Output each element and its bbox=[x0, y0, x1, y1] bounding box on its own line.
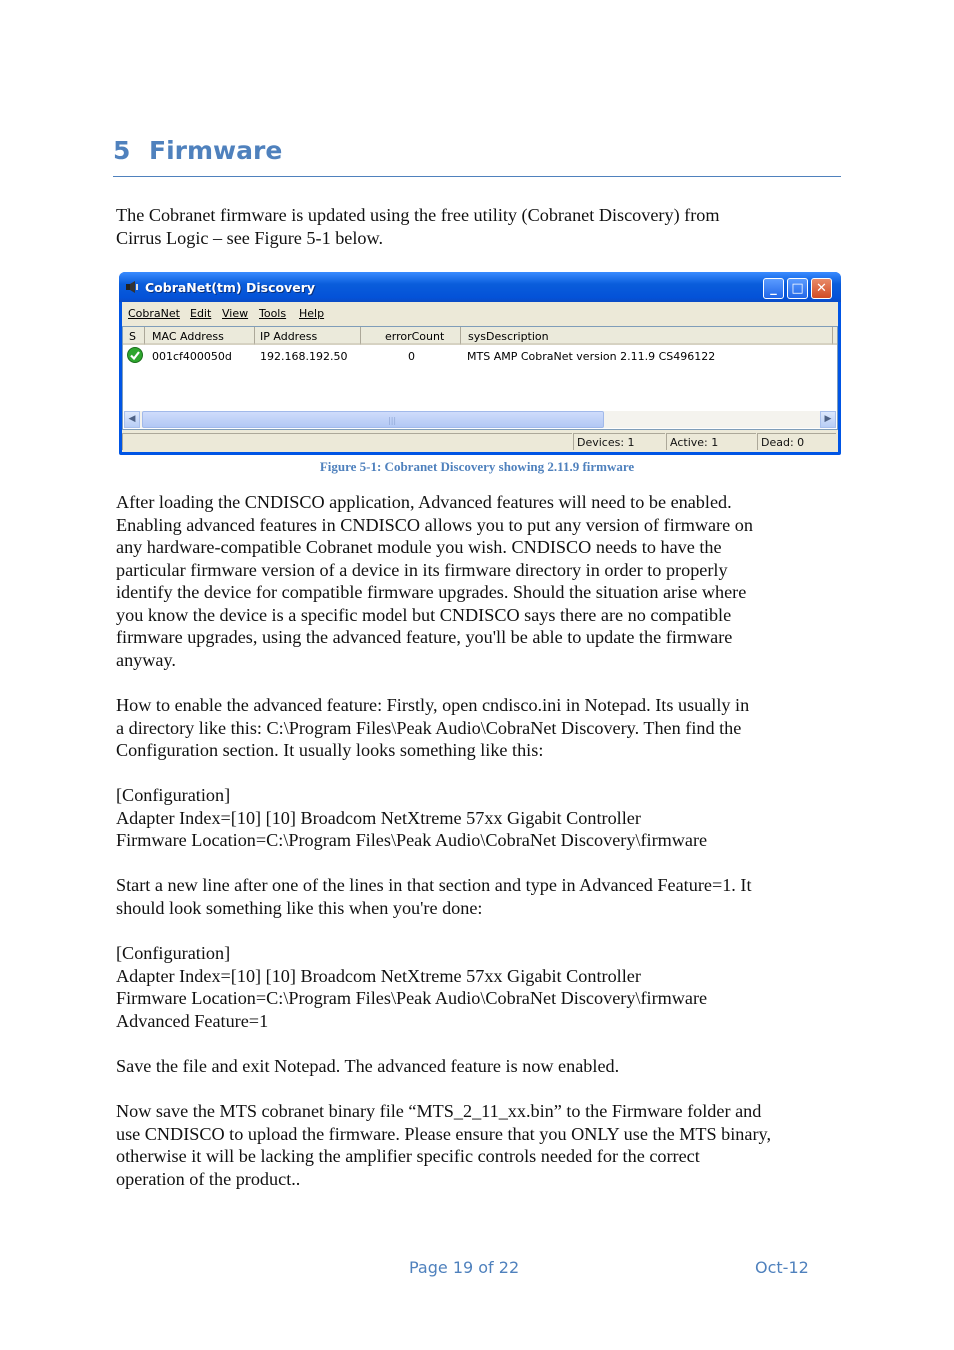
section-title: Firmware bbox=[149, 136, 283, 165]
menu-help[interactable]: Help bbox=[299, 307, 325, 320]
paragraph-new-line: Start a new line after one of the lines in that section and type in Advanced Feature=1. It should look something like this when you're done: bbox=[116, 875, 752, 918]
close-button[interactable] bbox=[811, 278, 832, 299]
column-header-filler bbox=[833, 327, 838, 345]
menu-edit[interactable]: Edit bbox=[190, 307, 212, 320]
minimize-icon: _ bbox=[770, 281, 777, 296]
speaker-icon bbox=[125, 280, 139, 294]
menu-view[interactable]: View bbox=[222, 307, 249, 320]
column-header-sysdescription[interactable]: sysDescription bbox=[461, 327, 833, 345]
horizontal-scrollbar[interactable] bbox=[124, 411, 836, 428]
title-bar[interactable] bbox=[119, 272, 841, 302]
close-icon: ✕ bbox=[816, 281, 827, 296]
column-header-ip[interactable]: IP Address bbox=[255, 327, 361, 345]
cell-sys-description: MTS AMP CobraNet version 2.11.9 CS496122 bbox=[467, 350, 716, 363]
menu-bar bbox=[122, 302, 838, 324]
chevron-right-icon: ▶ bbox=[824, 414, 832, 424]
maximize-icon: □ bbox=[791, 281, 804, 296]
section-heading bbox=[113, 136, 841, 177]
paragraph-how-to-enable: How to enable the advanced feature: Firstly, open cndisco.ini in Notepad. Its usually in a directory like this: C:\Program Files\Peak Audio\CobraNet Discovery. Then find the Configuration section. It usually looks something like this: bbox=[116, 695, 750, 760]
cell-error-count: 0 bbox=[408, 350, 415, 363]
paragraph-advanced-features: After loading the CNDISCO application, Advanced features will need to be enabled. Enabling advanced features in CNDISCO allows you to put any version of firmware on any hardware-compatible Cobranet module you wish. CNDISCO needs to have the particular firmware version of a device in its firmware directory in order to properly identify the device for compatible firmware upgrades. Should the situation arise where you know the device is a specific model but CNDISCO says there are no compatible firmware upgrades, using the advanced feature, you'll be able to update the firmware anyway. bbox=[116, 492, 753, 670]
status-bar bbox=[122, 432, 838, 452]
config-block-modified: [Configuration] Adapter Index=[10] [10] Broadcom NetXtreme 57xx Gigabit Controller Firmware Location=C:\Program Files\Peak Audio\CobraNet Discovery\firmware Advanced Feature=1 bbox=[116, 943, 708, 1031]
grip-icon: ||| bbox=[388, 416, 397, 425]
scroll-left-button[interactable] bbox=[124, 411, 140, 428]
status-dead: Dead: 0 bbox=[757, 433, 836, 450]
scroll-thumb[interactable] bbox=[142, 411, 604, 428]
cobranet-discovery-window bbox=[119, 272, 841, 455]
chevron-left-icon: ◀ bbox=[128, 414, 136, 424]
menu-cobranet[interactable]: CobraNet bbox=[128, 307, 180, 320]
status-panel-empty bbox=[122, 433, 572, 450]
column-header-errorcount[interactable]: errorCount bbox=[361, 327, 461, 345]
status-devices: Devices: 1 bbox=[573, 433, 665, 450]
paragraph-upload-firmware: Now save the MTS cobranet binary file “MTS_2_11_xx.bin” to the Firmware folder and use CNDISCO to upload the firmware. Please ensure that you ONLY use the MTS binary, otherwise it will be lacking the amplifier specific controls needed for the correct operation of the product.. bbox=[116, 1101, 771, 1189]
status-active: Active: 1 bbox=[666, 433, 756, 450]
maximize-button[interactable] bbox=[787, 278, 808, 299]
window-title: CobraNet(tm) Discovery bbox=[145, 280, 316, 295]
page-number: Page 19 of 22 bbox=[409, 1258, 520, 1277]
green-check-icon bbox=[127, 347, 143, 363]
figure-caption: Figure 5-1: Cobranet Discovery showing 2.11.9 firmware bbox=[319, 459, 635, 474]
intro-paragraph: The Cobranet firmware is updated using the free utility (Cobranet Discovery) from Cirrus Logic – see Figure 5-1 below. bbox=[116, 205, 720, 248]
device-list[interactable] bbox=[122, 326, 838, 430]
footer-date: Oct-12 bbox=[755, 1258, 809, 1277]
config-block-original: [Configuration] Adapter Index=[10] [10] Broadcom NetXtreme 57xx Gigabit Controller Firmware Location=C:\Program Files\Peak Audio\CobraNet Discovery\firmware bbox=[116, 785, 708, 850]
scroll-right-button[interactable] bbox=[820, 411, 836, 428]
cell-mac-address: 001cf400050d bbox=[152, 350, 232, 363]
minimize-button[interactable] bbox=[763, 278, 784, 299]
paragraph-save-file: Save the file and exit Notepad. The advanced feature is now enabled. bbox=[116, 1056, 620, 1076]
window-client bbox=[122, 302, 838, 452]
section-number: 5 bbox=[113, 136, 131, 165]
menu-tools[interactable]: Tools bbox=[259, 307, 287, 320]
column-header-mac[interactable]: MAC Address bbox=[145, 327, 255, 345]
cell-ip-address: 192.168.192.50 bbox=[260, 350, 348, 363]
column-header-s[interactable]: S bbox=[123, 327, 145, 345]
